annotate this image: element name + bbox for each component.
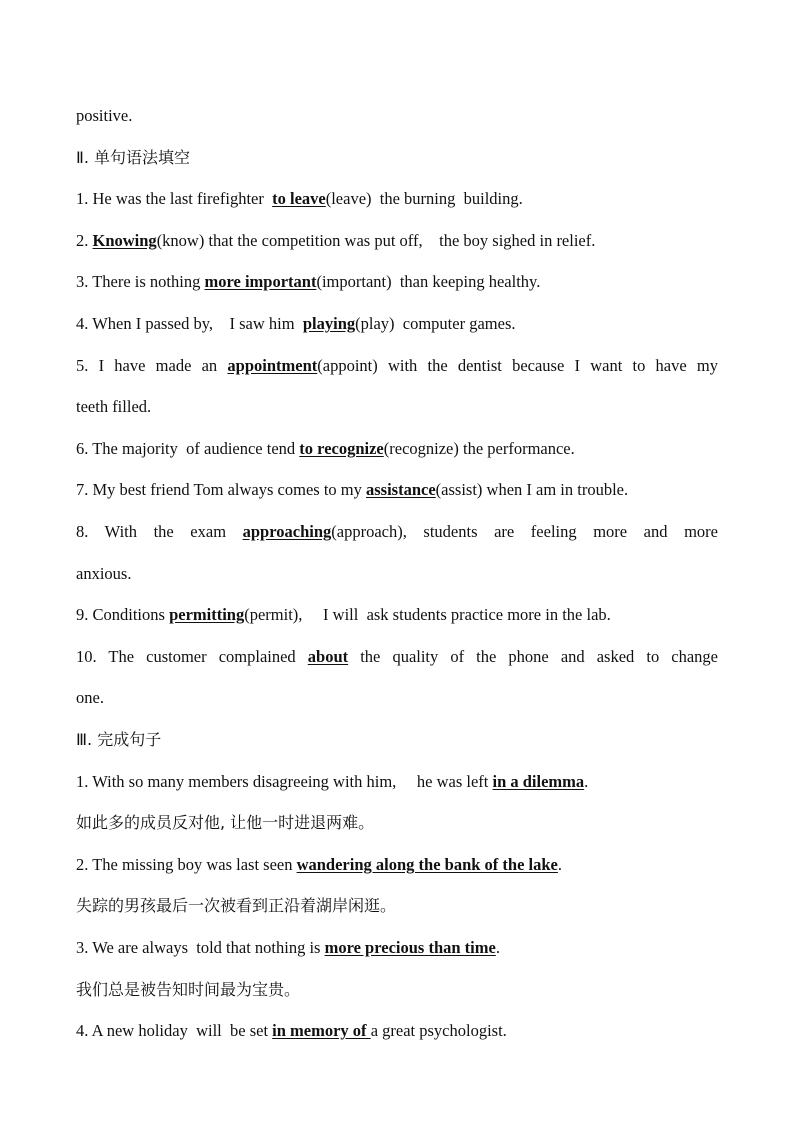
- answer: playing: [302, 314, 356, 333]
- text-line: teeth filled.: [76, 397, 152, 416]
- answer: Knowing: [92, 231, 157, 250]
- question-9: 9. Conditions permitting(permit), I will ask students practice more in the lab.: [76, 605, 611, 624]
- answer: assistance: [366, 480, 436, 499]
- answer: more precious than time: [324, 938, 496, 957]
- question-3: 3. There is nothing more important(important) than keeping healthy.: [76, 272, 541, 291]
- answer: about: [307, 647, 349, 666]
- question-2: 2. Knowing(know) that the competition was put off, the boy sighed in relief.: [76, 231, 596, 250]
- answer: in memory of: [272, 1021, 371, 1040]
- sentence-3: 3. We are always told that nothing is more precious than time.: [76, 938, 500, 957]
- translation-2: 失踪的男孩最后一次被看到正沿着湖岸闲逛。: [76, 896, 397, 915]
- question-1: 1. He was the last firefighter to leave(leave) the burning building.: [76, 189, 523, 208]
- question-8: 8. With the exam approaching(approach), students are feeling more and more: [76, 522, 718, 541]
- text-line: anxious.: [76, 564, 132, 583]
- translation-1: 如此多的成员反对他, 让他一时进退两难。: [76, 813, 375, 832]
- answer: more important: [204, 272, 317, 291]
- answer: to leave: [272, 189, 326, 208]
- question-5: 5. I have made an appointment(appoint) with the dentist because I want to have my: [76, 356, 718, 375]
- text-line: positive.: [76, 106, 133, 125]
- text-line: one.: [76, 688, 104, 707]
- sentence-4: 4. A new holiday will be set in memory of a great psychologist.: [76, 1021, 507, 1040]
- section-heading-2: Ⅱ. 单句语法填空: [76, 148, 191, 167]
- answer: wandering along the bank of the lake: [296, 855, 558, 874]
- question-10: 10. The customer complained about the quality of the phone and asked to change: [76, 647, 719, 666]
- answer: in a dilemma: [492, 772, 585, 791]
- answer: to recognize: [299, 439, 384, 458]
- sentence-2: 2. The missing boy was last seen wandering along the bank of the lake.: [76, 855, 563, 874]
- section-heading-3: Ⅲ. 完成句子: [76, 730, 162, 749]
- sentence-1: 1. With so many members disagreeing with him, he was left in a dilemma.: [76, 772, 589, 791]
- answer: approaching: [242, 522, 332, 541]
- answer: permitting: [169, 605, 245, 624]
- question-4: 4. When I passed by, I saw him playing(play) computer games.: [76, 314, 516, 333]
- question-6: 6. The majority of audience tend to recognize(recognize) the performance.: [76, 439, 575, 458]
- answer: appointment: [227, 356, 318, 375]
- question-7: 7. My best friend Tom always comes to my assistance(assist) when I am in trouble.: [76, 480, 629, 499]
- translation-3: 我们总是被告知时间最为宝贵。: [76, 980, 301, 999]
